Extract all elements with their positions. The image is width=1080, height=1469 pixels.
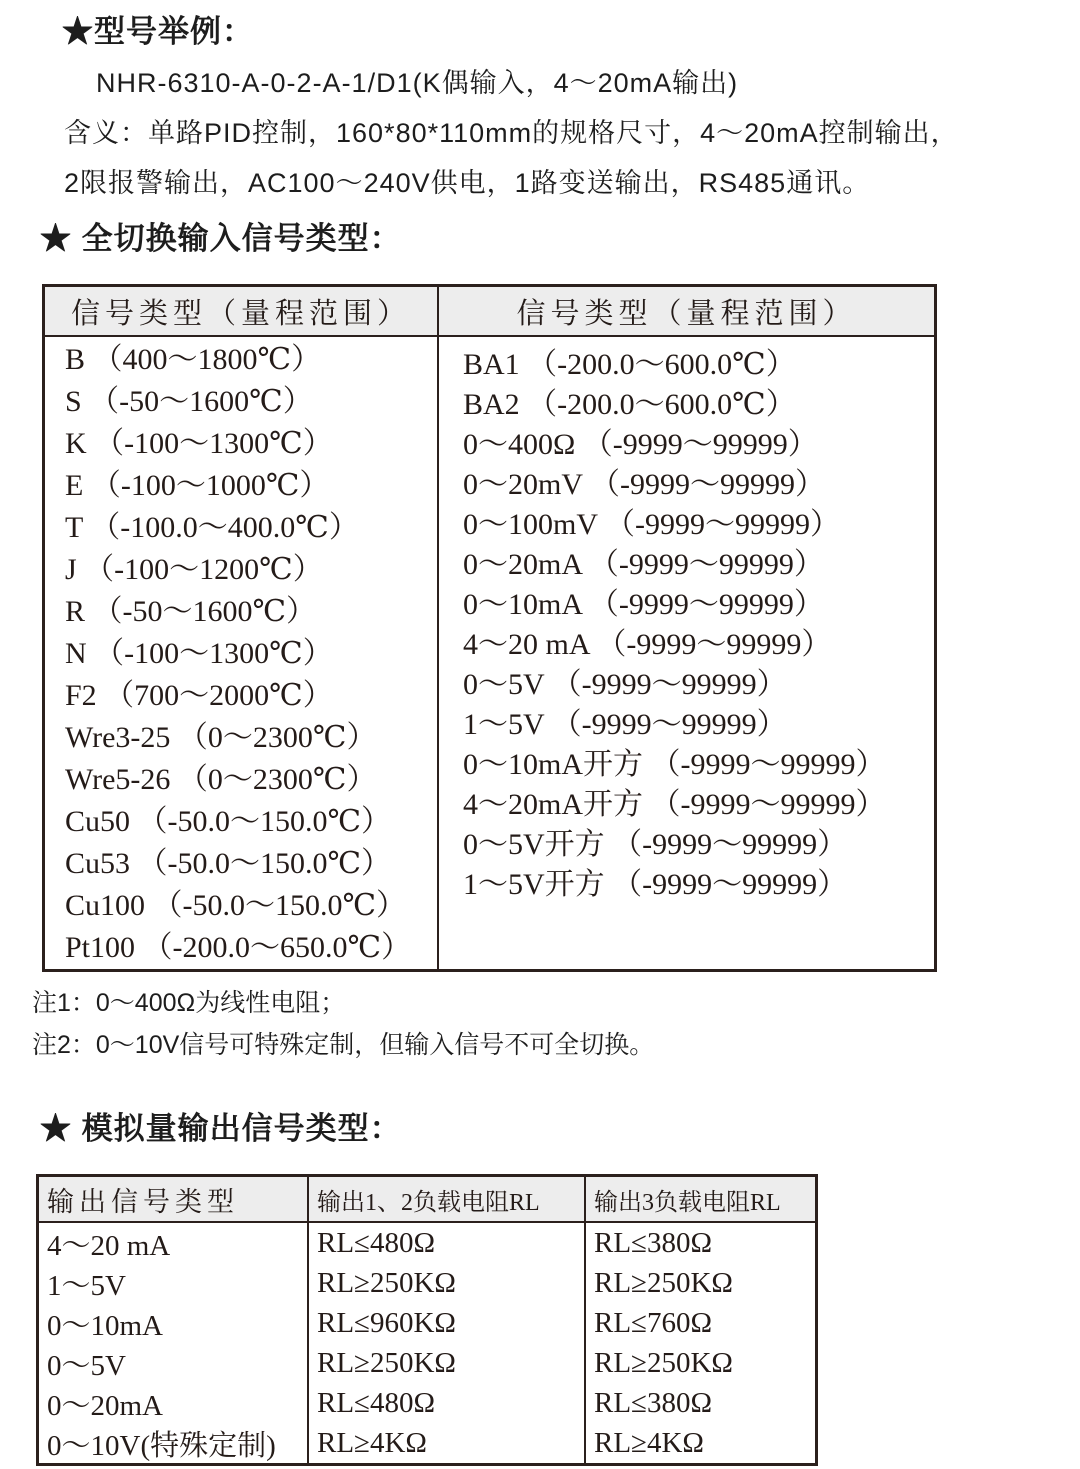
table-row: Wre5-26 （0～2300℃）	[65, 763, 377, 796]
table-row: 0～400Ω （-9999～99999）	[463, 428, 818, 461]
table-row: 0～5V （-9999～99999）	[463, 668, 787, 701]
load-resistance-out12: RL≥250KΩ	[309, 1343, 586, 1383]
table-row: E （-100～1000℃）	[65, 469, 330, 502]
table-row	[39, 1263, 815, 1303]
table-row: 1～5V开方 （-9999～99999）	[463, 868, 848, 901]
table-row: K （-100～1300℃）	[65, 427, 333, 460]
load-resistance-out3: RL≤380Ω	[594, 1386, 713, 1419]
output-signal-table	[36, 1174, 818, 1466]
output-table-header-type: 输出信号类型	[39, 1177, 309, 1221]
load-resistance-out3: RL≥250KΩ	[594, 1266, 733, 1299]
table-row: Cu100 （-50.0～150.0℃）	[65, 889, 407, 922]
table-row: J （-100～1200℃）	[65, 553, 323, 586]
input-table-header-right: 信号类型（量程范围）	[516, 297, 857, 330]
output-table-header-rl12: 输出1、2负载电阻RL	[309, 1177, 586, 1221]
load-resistance-out3: RL≥4KΩ	[594, 1426, 704, 1459]
output-table-header-row	[39, 1177, 815, 1223]
table-row: R （-50～1600℃）	[65, 595, 317, 628]
model-example-title: ★型号举例：	[62, 14, 254, 49]
table-row: BA1 （-200.0～600.0℃）	[463, 348, 796, 381]
note-2: 注2：0～10V信号可特殊定制，但输入信号不可全切换。	[32, 1031, 655, 1059]
table-row: S （-50～1600℃）	[65, 385, 313, 418]
table-row: N （-100～1300℃）	[65, 637, 333, 670]
input-signal-section-heading: ★ 全切换输入信号类型：	[40, 221, 402, 256]
note-1: 注1：0～400Ω为线性电阻；	[32, 989, 346, 1017]
output-signal-type: 4～20 mA	[39, 1223, 309, 1263]
model-code-line: NHR-6310-A-0-2-A-1/D1(K偶输入，4～20mA输出)	[96, 68, 739, 98]
input-table-left-column	[45, 337, 439, 969]
table-row: F2 （700～2000℃）	[65, 679, 333, 712]
table-row	[39, 1423, 815, 1463]
input-signal-table-header-row	[45, 287, 934, 337]
output-signal-section-heading: ★ 模拟量输出信号类型：	[40, 1111, 402, 1146]
load-resistance-out3: RL≥250KΩ	[594, 1346, 733, 1379]
input-table-right-column	[439, 337, 934, 969]
table-row: 0～20mV （-9999～99999）	[463, 468, 825, 501]
table-row: Pt100 （-200.0～650.0℃）	[65, 931, 412, 964]
input-table-header-left: 信号类型（量程范围）	[45, 287, 439, 335]
output-signal-type: 0～5V	[39, 1343, 309, 1383]
table-row	[39, 1383, 815, 1423]
output-signal-type: 0～10mA	[39, 1303, 309, 1343]
output-signal-type: 0～20mA	[39, 1383, 309, 1423]
table-row: 4～20 mA （-9999～99999）	[463, 628, 832, 661]
table-row: Cu50 （-50.0～150.0℃）	[65, 805, 392, 838]
load-resistance-out12: RL≤960KΩ	[309, 1303, 586, 1343]
table-row: Wre3-25 （0～2300℃）	[65, 721, 377, 754]
table-row: 0～10mA （-9999～99999）	[463, 588, 824, 621]
table-row: 1～5V （-9999～99999）	[463, 708, 787, 741]
load-resistance-out12: RL≥4KΩ	[309, 1423, 586, 1463]
load-resistance-out12: RL≤480Ω	[309, 1223, 586, 1263]
table-row: 0～100mV （-9999～99999）	[463, 508, 840, 541]
page	[0, 14, 1080, 1466]
output-table-header-rl3: 输出3负载电阻RL	[594, 1189, 781, 1216]
table-row	[39, 1303, 815, 1343]
table-row: T （-100.0～400.0℃）	[65, 511, 359, 544]
model-description-line-1: 含义：单路PID控制，160*80*110mm的规格尺寸，4～20mA控制输出，	[64, 118, 959, 148]
table-row: B （400～1800℃）	[65, 343, 322, 376]
table-row: 0～20mA （-9999～99999）	[463, 548, 824, 581]
output-signal-type: 1～5V	[39, 1263, 309, 1303]
output-signal-type: 0～10V(特殊定制)	[39, 1423, 309, 1463]
table-row: BA2 （-200.0～600.0℃）	[463, 388, 796, 421]
load-resistance-out12: RL≤480Ω	[309, 1383, 586, 1423]
table-row: 4～20mA开方 （-9999～99999）	[463, 788, 886, 821]
model-description-line-2: 2限报警输出，AC100～240V供电，1路变送输出，RS485通讯。	[64, 168, 871, 198]
table-row: 0～5V开方 （-9999～99999）	[463, 828, 848, 861]
load-resistance-out3: RL≤760Ω	[594, 1306, 713, 1339]
table-row: 0～10mA开方 （-9999～99999）	[463, 748, 886, 781]
table-row: Cu53 （-50.0～150.0℃）	[65, 847, 392, 880]
load-resistance-out12: RL≥250KΩ	[309, 1263, 586, 1303]
table-row	[39, 1223, 815, 1263]
input-signal-table-body	[45, 337, 934, 969]
table-row	[39, 1343, 815, 1383]
input-signal-table	[42, 284, 937, 972]
load-resistance-out3: RL≤380Ω	[594, 1226, 713, 1259]
